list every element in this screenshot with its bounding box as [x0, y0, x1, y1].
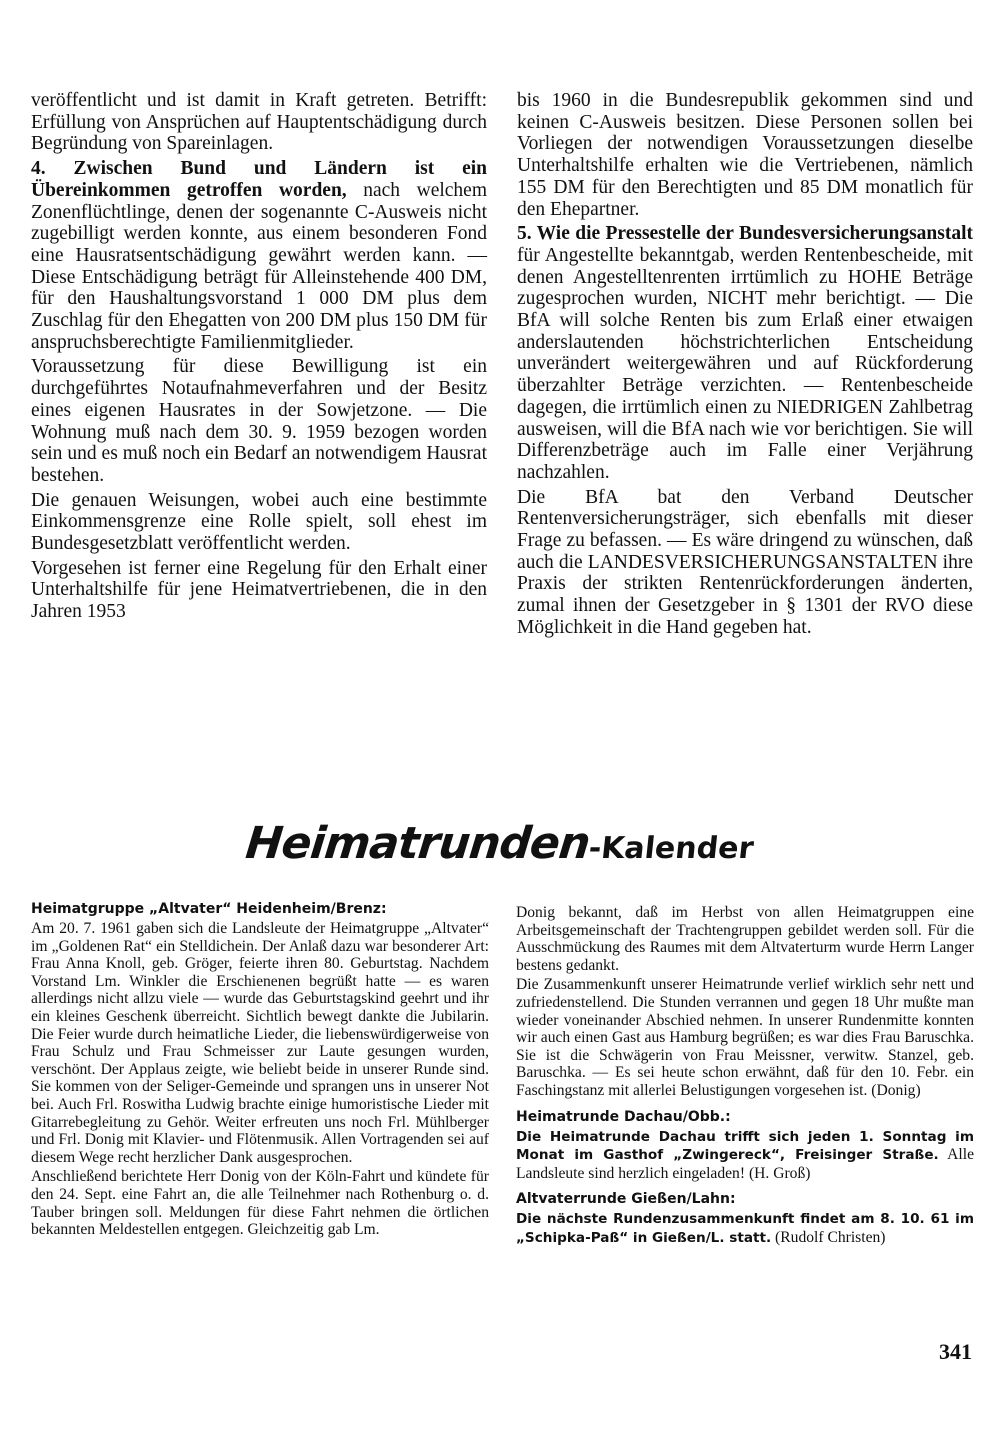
paragraph: Die genauen Weisungen, wobei auch eine bestimmte Einkommensgrenze eine Rolle spielt, soll ehest im Bundesgesetzblatt veröffentlicht werden. [31, 489, 487, 555]
paragraph: Vorgesehen ist ferner eine Regelung für den Erhalt einer Unterhaltshilfe für jene Heimatvertriebenen, die in den Jahren 1953 [31, 557, 487, 623]
page-number: 341 [939, 1339, 972, 1364]
upper-left-column [31, 90, 487, 626]
bold-lead: 4. Zwischen Bund und Ländern ist ein Übereinkommen getroffen worden, [31, 158, 487, 201]
paragraph: Die nächste Rundenzusammenkunft findet am 8. 10. 61 im „Schipka-Paß“ in Gießen/L. statt. (Rudolf Christen) [516, 1211, 974, 1246]
paragraph: 4. Zwischen Bund und Ländern ist ein Übereinkommen getroffen worden, nach welchem Zonenflüchtlinge, denen der sogenannte C-Ausweis nicht zugebilligt werden konnte, aus einem besonderen Fond eine Hausratsentschädigung gewährt werden kann. — Diese Entschädigung beträgt für Alleinstehende 400 DM, für den Haushaltungsvorstand 1 000 DM plus dem Zuschlag für den Ehegatten von 200 DM plus 150 DM für anspruchsberechtigte Familienmitglieder. [31, 158, 487, 353]
lower-right-column [516, 904, 974, 1250]
paragraph: Donig bekannt, daß im Herbst von allen Heimatgruppen eine Arbeitsgemeinschaft der Trachtengruppen gebildet werden soll. Für die Ausschmückung des Raumes mit dem Altvaterturm wurde Herrn Langer bestens gedankt. [516, 904, 974, 974]
section-title-suffix: -Kalender [587, 831, 756, 866]
bold-lead: 5. Wie die Pressestelle der Bundesversicherungsanstalt [517, 223, 973, 245]
lower-left-column [31, 900, 489, 1241]
paragraph: Die Zusammenkunft unserer Heimatrunde verlief wirklich sehr nett und zufriedenstellend. Die Stunden verrannen und gegen 18 Uhr mußte man wieder voneinander Abschied nehmen. In unserer Rundenmitte konnten wir auch einen Gast aus Hamburg begrüßen; es war dies Frau Baruschka. Sie ist die Schwägerin von Frau Meissner, verwitw. Stanzel, geb. Baruschka. — Es sei heute schon erwähnt, daß für den 10. Febr. ein Faschingstanz mit allerlei Belustigungen vorgesehen ist. (Donig) [516, 976, 974, 1099]
section-title [0, 818, 1000, 894]
paragraph: bis 1960 in die Bundesrepublik gekommen sind und keinen C-Ausweis besitzen. Diese Personen sollen bei Vorliegen der notwendigen Voraussetzungen dieselbe Unterhaltshilfe erhalten wie die Vertriebenen, nämlich 155 DM für den Berechtigten und 85 DM monatlich für den Ehepartner. [517, 90, 973, 220]
paragraph: Am 20. 7. 1961 gaben sich die Landsleute der Heimatgruppe „Altvater“ im „Goldenen Rat“ ein Stelldichein. Der Anlaß dazu war besonderer Art: Frau Anna Knoll, geb. Gröger, feierte ihren 80. Geburtstag. Nachdem Vorstand Lm. Winkler die Erschienenen begrüßt hatte — es waren allerdings nicht allzu viele — wurde das Geburtstagskind geehrt und ihr ein kleines Geschenk überreicht. Sichtlich bewegt dankte die Jubilarin. Die Feier wurde durch heimatliche Lieder, die liebenswürdigerweise von Frau Schulz und Frau Schmeisser zur Laute gesungen wurden, verschönt. Der Applaus zeigte, wie beliebt beide in unserer Runde sind. Sie kommen von der Seliger-Gemeinde und sprangen uns in unserer Not bei. Auch Frl. Roswitha Ludwig brachte einige humoristische Lieder mit Gitarrebegleitung zu Gehör. Weiter erfreuten uns noch Frl. Mühlberger und Frl. Donig mit Klavier- und Flötenmusik. Allen Vortragenden sei auf diesem Wege recht herzlicher Dank ausgesprochen. [31, 920, 489, 1166]
paragraph: Anschließend berichtete Herr Donig von der Köln-Fahrt und kündete für den 24. Sept. eine Fahrt an, die alle Teilnehmer nach Rothenburg o. d. Tauber bringen soll. Meldungen für diese Fahrt nehmen die örtlichen bekannten Meldestellen entgegen. Gleichzeitig gab Lm. [31, 1168, 489, 1239]
paragraph: veröffentlicht und ist damit in Kraft getreten. Betrifft: Erfüllung von Ansprüchen auf Hauptentschädigung durch Begründung von Spareinlagen. [31, 90, 487, 155]
group-heading: Heimatgruppe „Altvater“ Heidenheim/Brenz: [31, 901, 387, 917]
paragraph: Die BfA bat den Verband Deutscher Rentenversicherungsträger, sich ebenfalls mit dieser Frage zu befassen. — Es wäre dringend zu wünschen, daß auch die LANDESVERSICHERUNGSANSTALTEN ihre Praxis der strikten Rentenrückforderungen änderten, zumal ihnen der Gesetzgeber in § 1301 der RVO diese Möglichkeit in die Hand gegeben hat. [517, 486, 973, 638]
group-heading: Heimatrunde Dachau/Obb.: [516, 1108, 731, 1125]
section-title-main: Heimatrunden [243, 818, 593, 869]
paragraph: 5. Wie die Pressestelle der Bundesversicherungsanstalt für Angestellte bekanntgab, werden Rentenbescheide, mit denen Angestelltenrenten irrtümlich zu HOHE Beträge zugesprochen wurden, NICHT mehr berichtigt. — Die BfA will solche Renten bis zum Erlaß einer etwaigen anderslautenden höchstrichterlichen Entscheidung unverändert weitergewähren und auf Rückforderung überzahlter Beträge verzichten. — Rentenbescheide dagegen, die irrtümlich einen zu NIEDRIGEN Zahlbetrag ausweisen, will die BfA nach wie vor berichtigen. Sie will Differenzbeträge auch im Falle einer Verjährung nachzahlen. [517, 223, 973, 483]
group-heading: Altvaterrunde Gießen/Lahn: [516, 1191, 736, 1208]
paragraph: Voraussetzung für diese Bewilligung ist ein durchgeführtes Notaufnahmeverfahren und der Besitz eines eigenen Hausrates in der Sowjetzone. — Die Wohnung muß nach dem 30. 9. 1959 bezogen worden sein und es muß noch ein Bedarf an notwendigem Hausrat bestehen. [31, 356, 487, 486]
paragraph: Die Heimatrunde Dachau trifft sich jeden 1. Sonntag im Monat im Gasthof „Zwingereck“, Freisinger Straße. Alle Landsleute sind herzlich eingeladen! (H. Groß) [516, 1128, 975, 1182]
upper-right-column [517, 90, 973, 642]
